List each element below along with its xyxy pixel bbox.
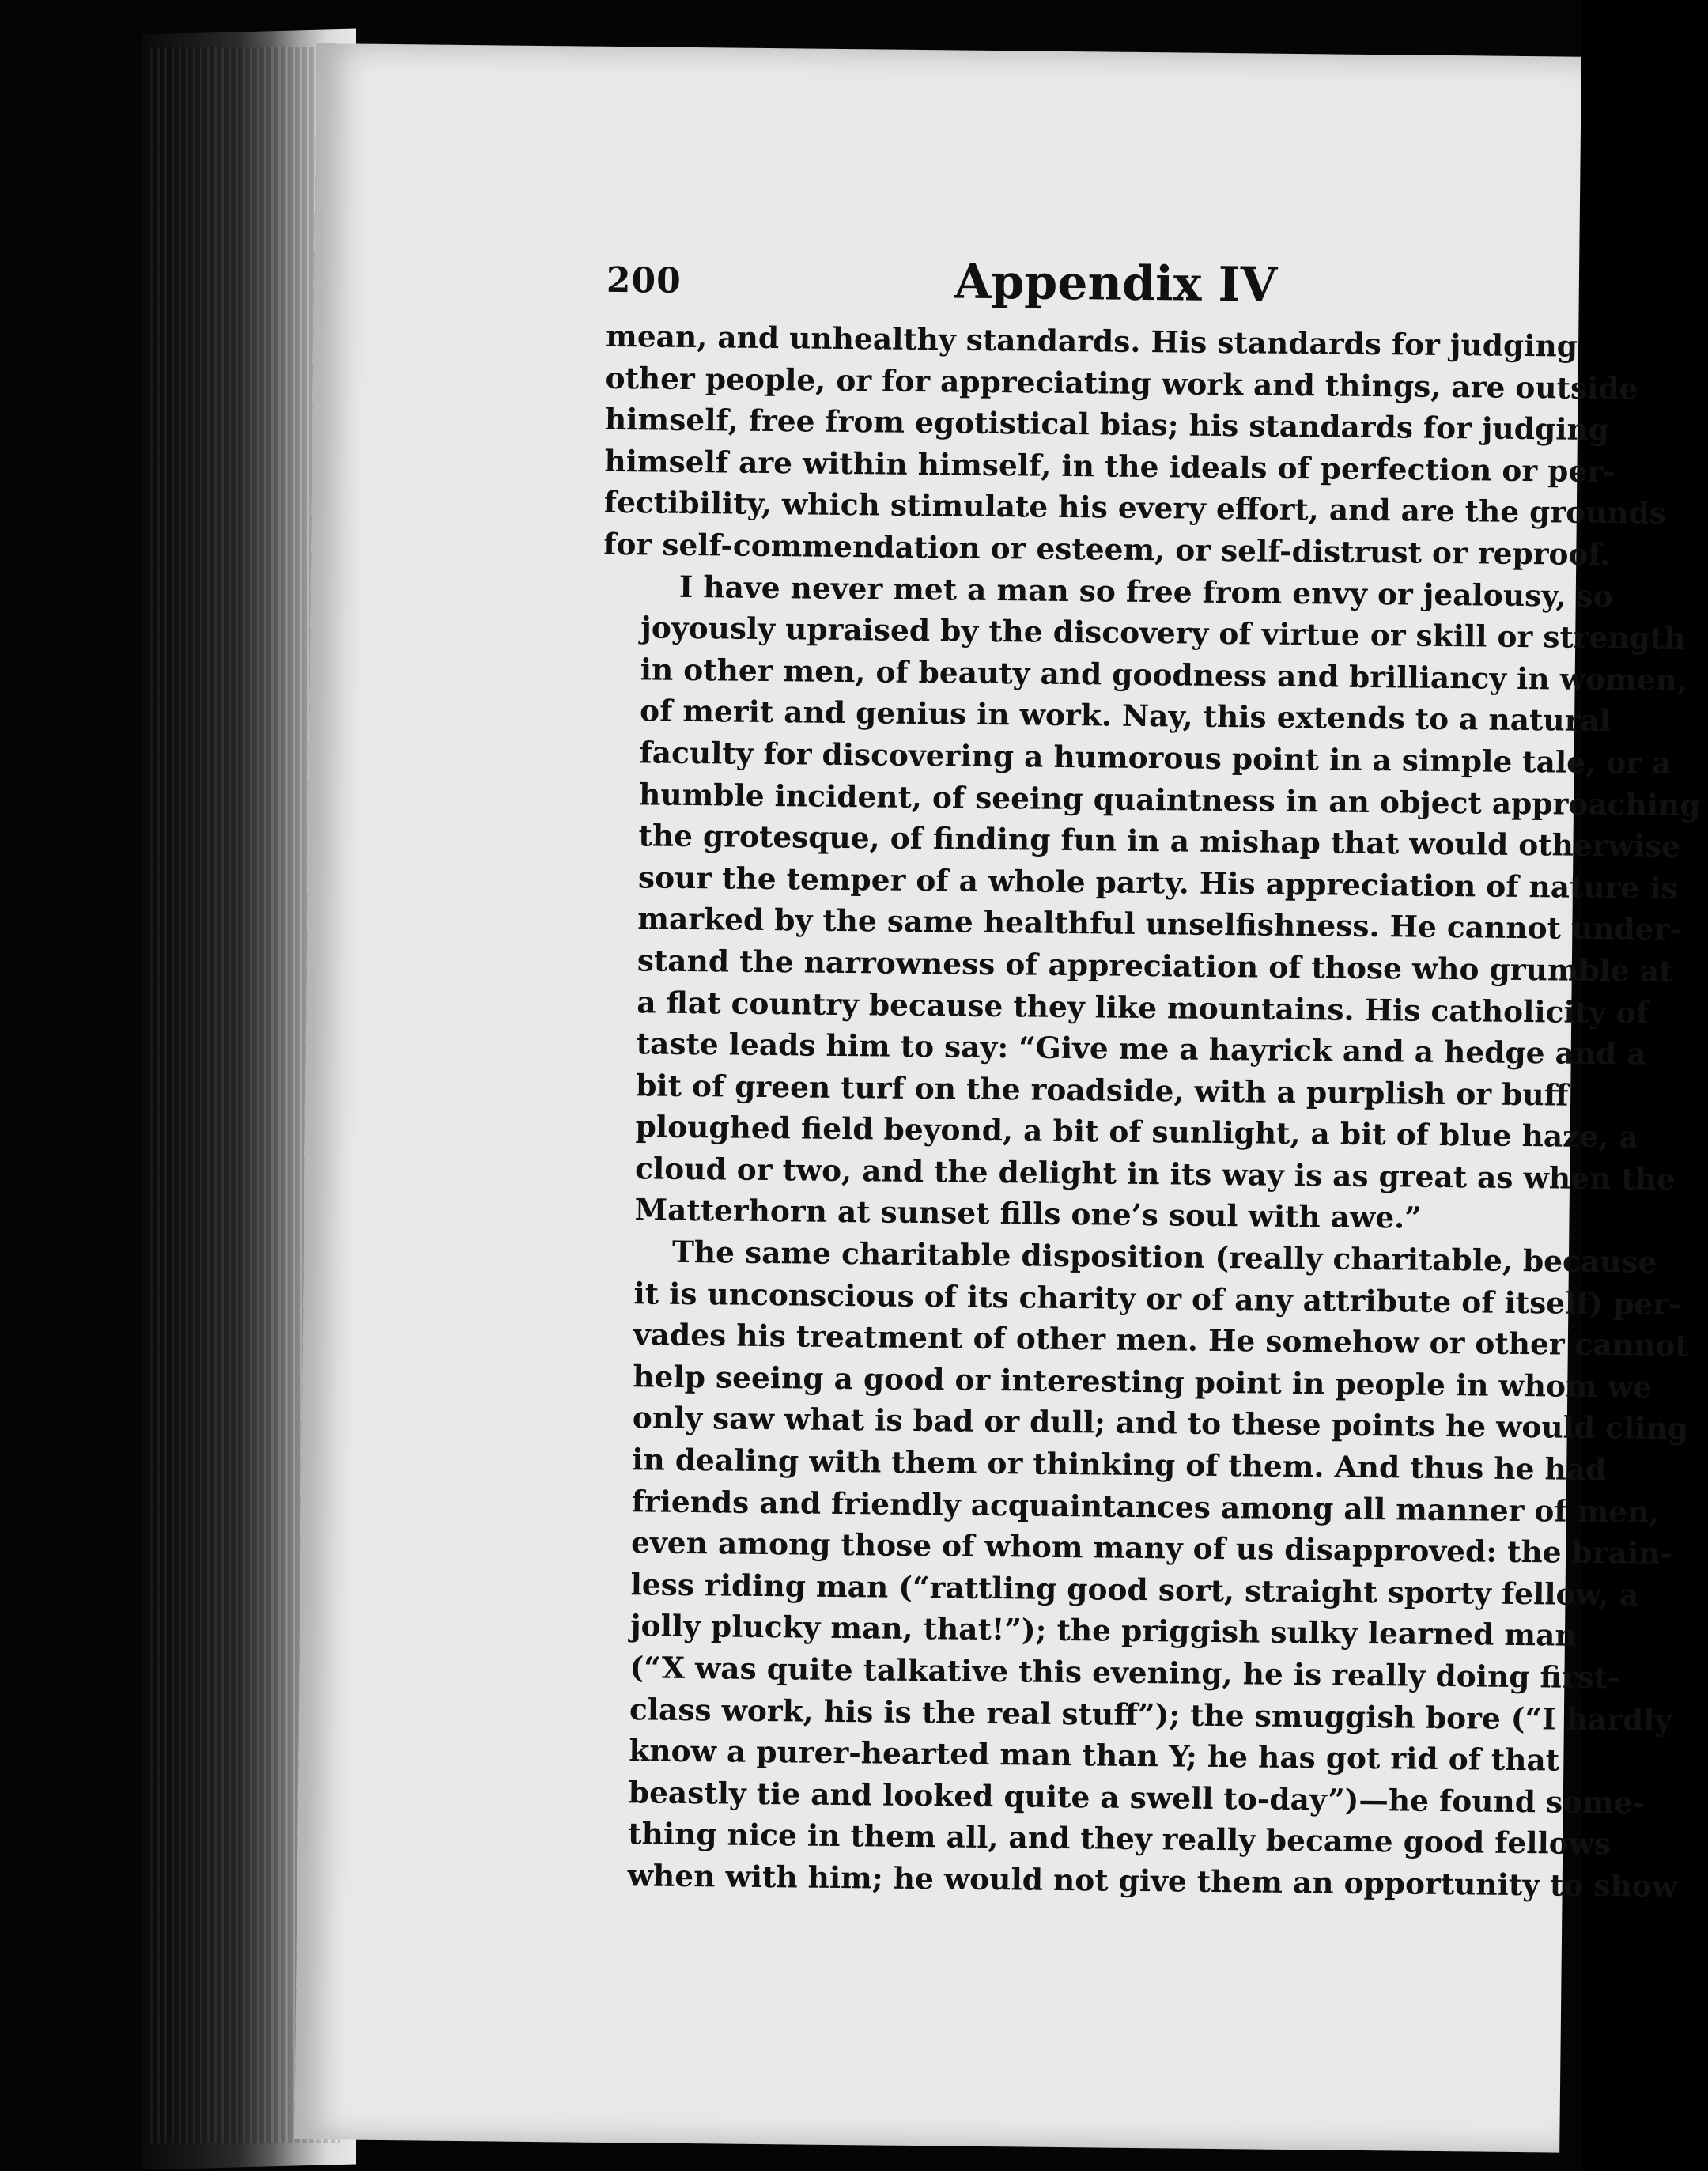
text-line: only saw what is bad or dull; and to these points he would cling [632,1400,1689,1447]
text-line: the grotesque, of finding fun in a mishap that would otherwise [638,818,1681,864]
text-line: faculty for discovering a humorous point in a simple tale, or a [639,735,1672,781]
text-line: jolly plucky man, that!”); the priggish sulky learned man [629,1608,1577,1654]
text-line: himself are within himself, in the ideals of perfection or per- [604,443,1615,490]
text-line: friends and friendly acquaintances among all manner of men, [631,1483,1660,1530]
text-line: it is unconscious of its charity or of any attribute of itself) per- [633,1275,1681,1322]
text-line: know a purer-hearted man than Y; he has got rid of that [629,1733,1560,1778]
text-line: sour the temper of a whole party. His appreciation of nature is [637,860,1678,906]
text-line: in other men, of beauty and goodness and brilliancy in women, [640,652,1688,698]
paragraph [603,316,1667,575]
text-line: ploughed field beyond, a bit of sunlight, a bit of blue haze, a [635,1109,1638,1155]
paragraph [596,565,1701,1240]
text-line: help seeing a good or interesting point in people in whom we [633,1359,1653,1405]
text-line: bit of green turf on the roadside, with a purplish or buff [636,1067,1569,1113]
text-line: joyously upraised by the discovery of virtue or skill or strength [640,610,1686,656]
text-line: marked by the same healthful unselfishness. He cannot under- [637,901,1683,947]
text-line: when with him; he would not give them an opportunity to show [627,1858,1678,1904]
text-line: mean, and unhealthy standards. His standards for judging [605,318,1578,364]
text-line: cloud or two, and the delight in its way is as great as when the [634,1151,1676,1197]
running-head: Appendix IV [954,254,1278,313]
text-line: a flat country because they like mountains. His catholicity of [637,984,1649,1031]
text-line: beastly tie and looked quite a swell to-day”)—he found some- [628,1775,1646,1821]
paragraph [589,1231,1689,1906]
text-line: (“X was quite talkative this evening, he is really doing first- [629,1650,1620,1696]
text-line: thing nice in them all, and they really became good fellows [628,1816,1612,1862]
text-line: Matterhorn at sunset fills one’s soul with awe.” [634,1192,1423,1236]
text-line: I have never met a man so free from envy or jealousy, so [678,569,1613,614]
text-line: The same charitable disposition (really charitable, because [671,1234,1657,1280]
text-line: stand the narrowness of appreciation of those who grumble at [637,943,1673,989]
text-line: fectibility, which stimulate his every effort, and are the grounds [603,485,1667,531]
text-line: class work, his is the real stuff”); the smuggish bore (“I hardly [629,1691,1672,1738]
text-line: of merit and genius in work. Nay, this extends to a natural [639,693,1612,739]
body-text [589,316,1701,1906]
text-line: even among those of whom many of us disapproved: the brain- [630,1525,1673,1572]
text-line: taste leads him to say: “Give me a hayrick and a hedge and a [636,1026,1646,1072]
text-line: in dealing with them or thinking of them. And thus he had [632,1442,1607,1488]
page-header [606,229,1555,326]
text-line: other people, or for appreciating work and things, are outside [605,360,1638,407]
page-content [589,229,1701,1906]
text-line: for self-commendation or esteem, or self-distrust or reproof. [603,526,1611,573]
text-line: less riding man (“rattling good sort, straight sporty fellow, a [630,1567,1639,1613]
text-line: vades his treatment of other men. He somehow or other cannot [633,1317,1689,1363]
page-number: 200 [606,259,682,301]
printed-page [294,43,1701,2153]
text-line: humble incident, of seeing quaintness in an object approaching [638,776,1701,823]
text-line: himself, free from egotistical bias; his standards for judging [604,402,1610,448]
